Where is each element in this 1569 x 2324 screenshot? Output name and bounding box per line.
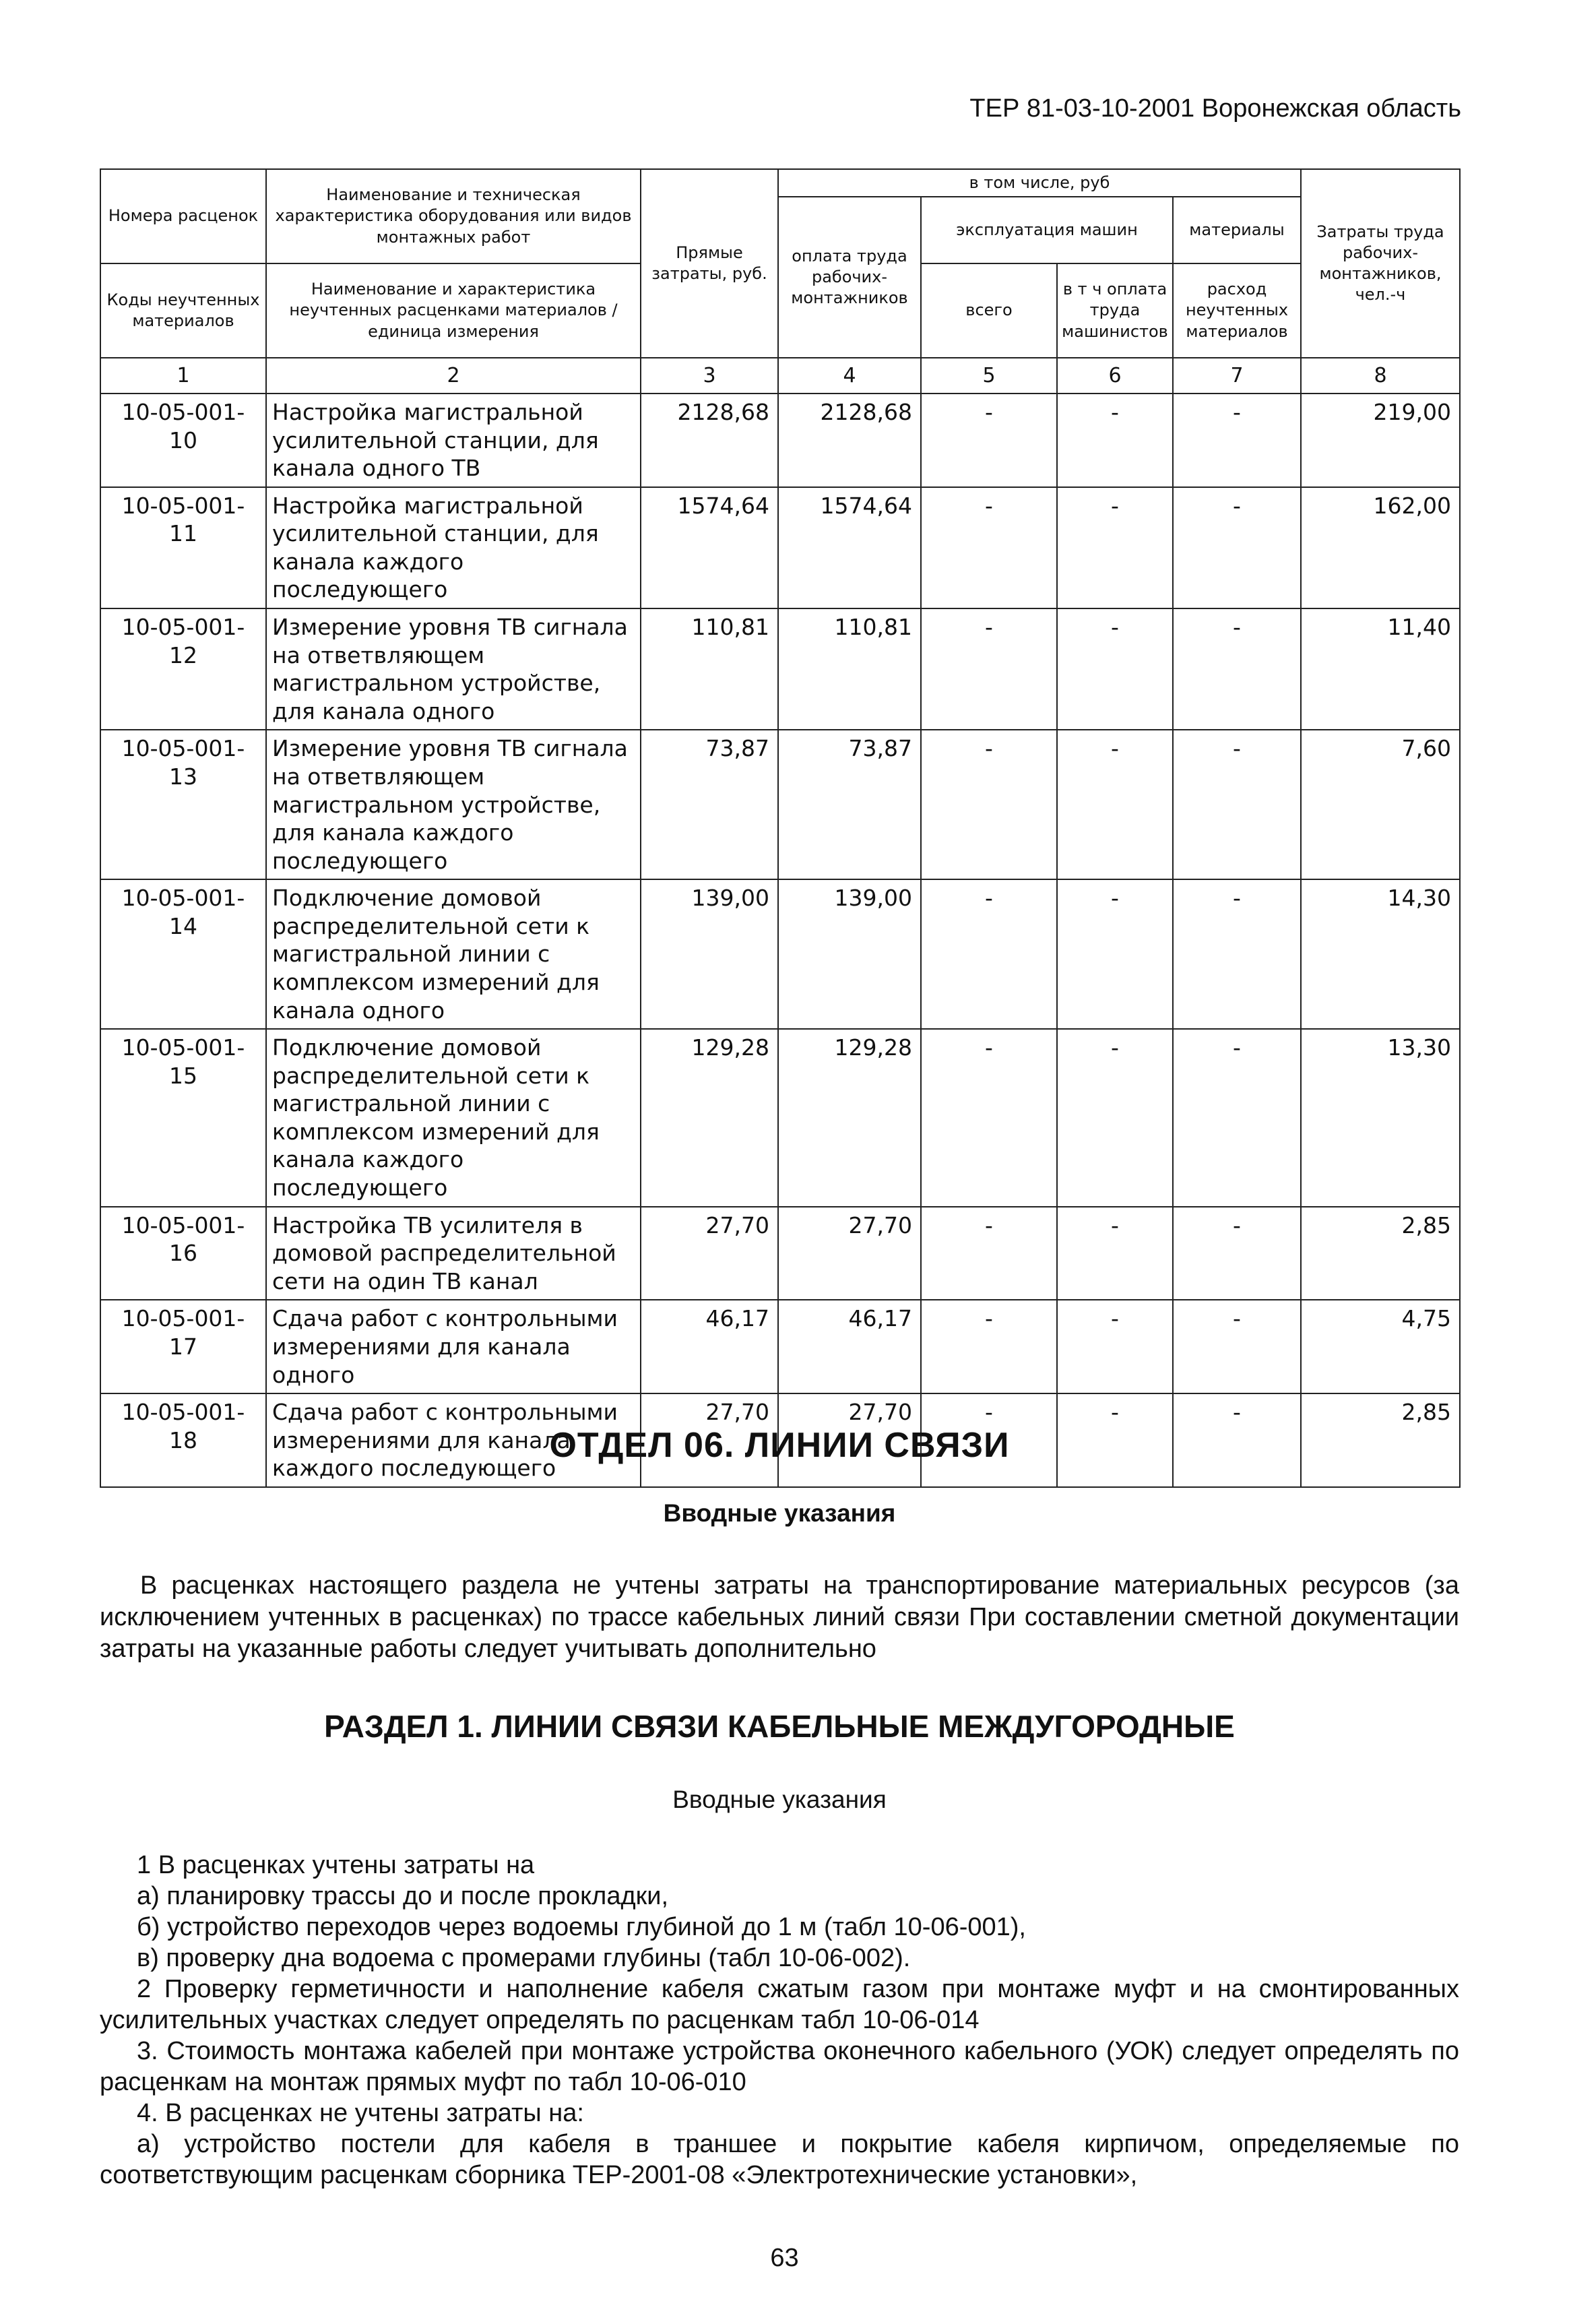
intro-heading: Вводные указания <box>663 1499 896 1527</box>
labor-cost: 2,85 <box>1301 1393 1460 1487</box>
machines-total: - <box>921 608 1057 730</box>
materials-cost: - <box>1173 1393 1301 1487</box>
direct-cost: 110,81 <box>641 608 778 730</box>
notes-list <box>100 1850 1459 2191</box>
machines-wage: - <box>1057 879 1173 1029</box>
header-codes: Коды неучтенных материалов <box>100 263 266 358</box>
header-rate-numbers: Номера расценок <box>100 169 266 263</box>
rate-code: 10-05-001- 12 <box>100 608 266 730</box>
labor-cost: 162,00 <box>1301 487 1460 608</box>
razdel-intro-heading: Вводные указания <box>672 1786 887 1813</box>
work-name: Измерение уровня ТВ сигнала на ответвляющем магистральном устройстве, для канала одного <box>266 608 641 730</box>
column-number: 5 <box>921 358 1057 394</box>
work-name: Подключение домовой распределительной сети к магистральной линии с комплексом измерений для канала каждого последующего <box>266 1029 641 1206</box>
table-row <box>100 394 1460 487</box>
column-number: 4 <box>778 358 921 394</box>
work-name: Подключение домовой распределительной сети к магистральной линии с комплексом измерений для канала одного <box>266 879 641 1029</box>
machines-wage: - <box>1057 394 1173 487</box>
labor-cost: 7,60 <box>1301 730 1460 879</box>
note-item: 4. В расценках не учтены затраты на: <box>137 2099 584 2127</box>
rate-code: 10-05-001- 14 <box>100 879 266 1029</box>
rate-code: 10-05-001- 15 <box>100 1029 266 1206</box>
table-row <box>100 487 1460 608</box>
note-item: 3. Стоимость монтажа кабелей при монтаже устройства оконечного кабельного (УОК) следует определять по расценкам на монтаж прямых муфт по табл 10-06-010 <box>100 2037 1459 2096</box>
machines-wage: - <box>1057 1300 1173 1393</box>
wage-cost: 2128,68 <box>778 394 921 487</box>
rate-code: 10-05-001- 10 <box>100 394 266 487</box>
work-name: Настройка ТВ усилителя в домовой распределительной сети на один ТВ канал <box>266 1207 641 1300</box>
wage-cost: 129,28 <box>778 1029 921 1206</box>
machines-wage: - <box>1057 487 1173 608</box>
machines-total: - <box>921 394 1057 487</box>
note-item: 2 Проверку герметичности и наполнение кабеля сжатым газом при монтаже муфт и на смонтированных усилительных участках следует определять по расценкам табл 10-06-014 <box>100 1975 1459 2034</box>
header-materials-unaccounted: расход неучтенных материалов <box>1173 263 1301 358</box>
machines-total: - <box>921 730 1057 879</box>
razdel-title: РАЗДЕЛ 1. ЛИНИИ СВЯЗИ КАБЕЛЬНЫЕ МЕЖДУГОРОДНЫЕ <box>324 1709 1235 1744</box>
direct-cost: 129,28 <box>641 1029 778 1206</box>
materials-cost: - <box>1173 608 1301 730</box>
machines-total: - <box>921 879 1057 1029</box>
table-row <box>100 879 1460 1029</box>
wage-cost: 110,81 <box>778 608 921 730</box>
work-name: Сдача работ с контрольными измерениями для канала одного <box>266 1300 641 1393</box>
note-item: а) устройство постели для кабеля в траншее и покрытие кабеля кирпичом, определяемые по соответствующим расценкам сборника ТЕР-2001-08 «Электротехнические установки», <box>100 2130 1459 2189</box>
direct-cost: 1574,64 <box>641 487 778 608</box>
header-machines: эксплуатация машин <box>921 197 1173 263</box>
machines-total: - <box>921 1393 1057 1487</box>
materials-cost: - <box>1173 394 1301 487</box>
work-name: Сдача работ с контрольными измерениями для канала каждого последующего <box>266 1393 641 1487</box>
materials-cost: - <box>1173 1029 1301 1206</box>
header-wage: оплата труда рабочих-монтажников <box>778 197 921 358</box>
wage-cost: 27,70 <box>778 1207 921 1300</box>
direct-cost: 46,17 <box>641 1300 778 1393</box>
header-machines-wage: в т ч оплата труда машинистов <box>1057 263 1173 358</box>
page-number: 63 <box>770 2244 799 2272</box>
note-item: а) планировку трассы до и после прокладки, <box>137 1882 669 1910</box>
machines-total: - <box>921 487 1057 608</box>
materials-cost: - <box>1173 1300 1301 1393</box>
labor-cost: 219,00 <box>1301 394 1460 487</box>
direct-cost: 27,70 <box>641 1207 778 1300</box>
column-number: 1 <box>100 358 266 394</box>
document-header: ТЕР 81-03-10-2001 Воронежская область <box>969 94 1461 123</box>
direct-cost: 139,00 <box>641 879 778 1029</box>
work-name: Измерение уровня ТВ сигнала на ответвляющем магистральном устройстве, для канала каждого последующего <box>266 730 641 879</box>
labor-cost: 4,75 <box>1301 1300 1460 1393</box>
header-machines-total: всего <box>921 263 1057 358</box>
labor-cost: 11,40 <box>1301 608 1460 730</box>
column-number: 6 <box>1057 358 1173 394</box>
header-direct-costs: Прямые затраты, руб. <box>641 169 778 358</box>
work-name: Настройка магистральной усилительной станции, для канала каждого последующего <box>266 487 641 608</box>
labor-cost: 13,30 <box>1301 1029 1460 1206</box>
table-row <box>100 1207 1460 1300</box>
header-labor: Затраты труда рабочих-монтажников, чел.-ч <box>1301 169 1460 358</box>
machines-wage: - <box>1057 608 1173 730</box>
machines-total: - <box>921 1029 1057 1206</box>
rate-code: 10-05-001- 13 <box>100 730 266 879</box>
table-row <box>100 608 1460 730</box>
work-name: Настройка магистральной усилительной станции, для канала одного ТВ <box>266 394 641 487</box>
section-title: ОТДЕЛ 06. ЛИНИИ СВЯЗИ <box>549 1426 1010 1465</box>
note-item: б) устройство переходов через водоемы глубиной до 1 м (табл 10-06-001), <box>137 1913 1026 1941</box>
column-number: 2 <box>266 358 641 394</box>
materials-cost: - <box>1173 879 1301 1029</box>
rate-code: 10-05-001- 11 <box>100 487 266 608</box>
column-number: 7 <box>1173 358 1301 394</box>
table-row <box>100 1029 1460 1206</box>
direct-cost: 2128,68 <box>641 394 778 487</box>
machines-wage: - <box>1057 1207 1173 1300</box>
labor-cost: 2,85 <box>1301 1207 1460 1300</box>
wage-cost: 73,87 <box>778 730 921 879</box>
direct-cost: 27,70 <box>641 1393 778 1487</box>
direct-cost: 73,87 <box>641 730 778 879</box>
machines-total: - <box>921 1207 1057 1300</box>
table-row <box>100 730 1460 879</box>
wage-cost: 139,00 <box>778 879 921 1029</box>
labor-cost: 14,30 <box>1301 879 1460 1029</box>
header-work-name: Наименование и техническая характеристика оборудования или видов монтажных работ <box>266 169 641 263</box>
materials-cost: - <box>1173 730 1301 879</box>
wage-cost: 46,17 <box>778 1300 921 1393</box>
header-materials: материалы <box>1173 197 1301 263</box>
rates-table <box>100 168 1461 1488</box>
machines-wage: - <box>1057 1029 1173 1206</box>
materials-cost: - <box>1173 487 1301 608</box>
wage-cost: 27,70 <box>778 1393 921 1487</box>
header-including: в том числе, руб <box>778 169 1301 197</box>
materials-cost: - <box>1173 1207 1301 1300</box>
intro-paragraph: В расценках настоящего раздела не учтены затраты на транспортирование материальных ресурсов (за исключением учтенных в расценках) по трассе кабельных линий связи При составлении сметной документации затраты на указанные работы следует учитывать дополнительно <box>100 1571 1459 1663</box>
note-item: 1 В расценках учтены затраты на <box>137 1851 535 1879</box>
machines-total: - <box>921 1300 1057 1393</box>
column-number: 8 <box>1301 358 1460 394</box>
machines-wage: - <box>1057 1393 1173 1487</box>
rate-code: 10-05-001- 16 <box>100 1207 266 1300</box>
machines-wage: - <box>1057 730 1173 879</box>
rate-code: 10-05-001- 18 <box>100 1393 266 1487</box>
note-item: в) проверку дна водоема с промерами глубины (табл 10-06-002). <box>137 1944 911 1972</box>
table-row <box>100 1300 1460 1393</box>
header-material-name: Наименование и характеристика неучтенных расценками материалов / единица измерения <box>266 263 641 358</box>
rate-code: 10-05-001- 17 <box>100 1300 266 1393</box>
wage-cost: 1574,64 <box>778 487 921 608</box>
column-number: 3 <box>641 358 778 394</box>
